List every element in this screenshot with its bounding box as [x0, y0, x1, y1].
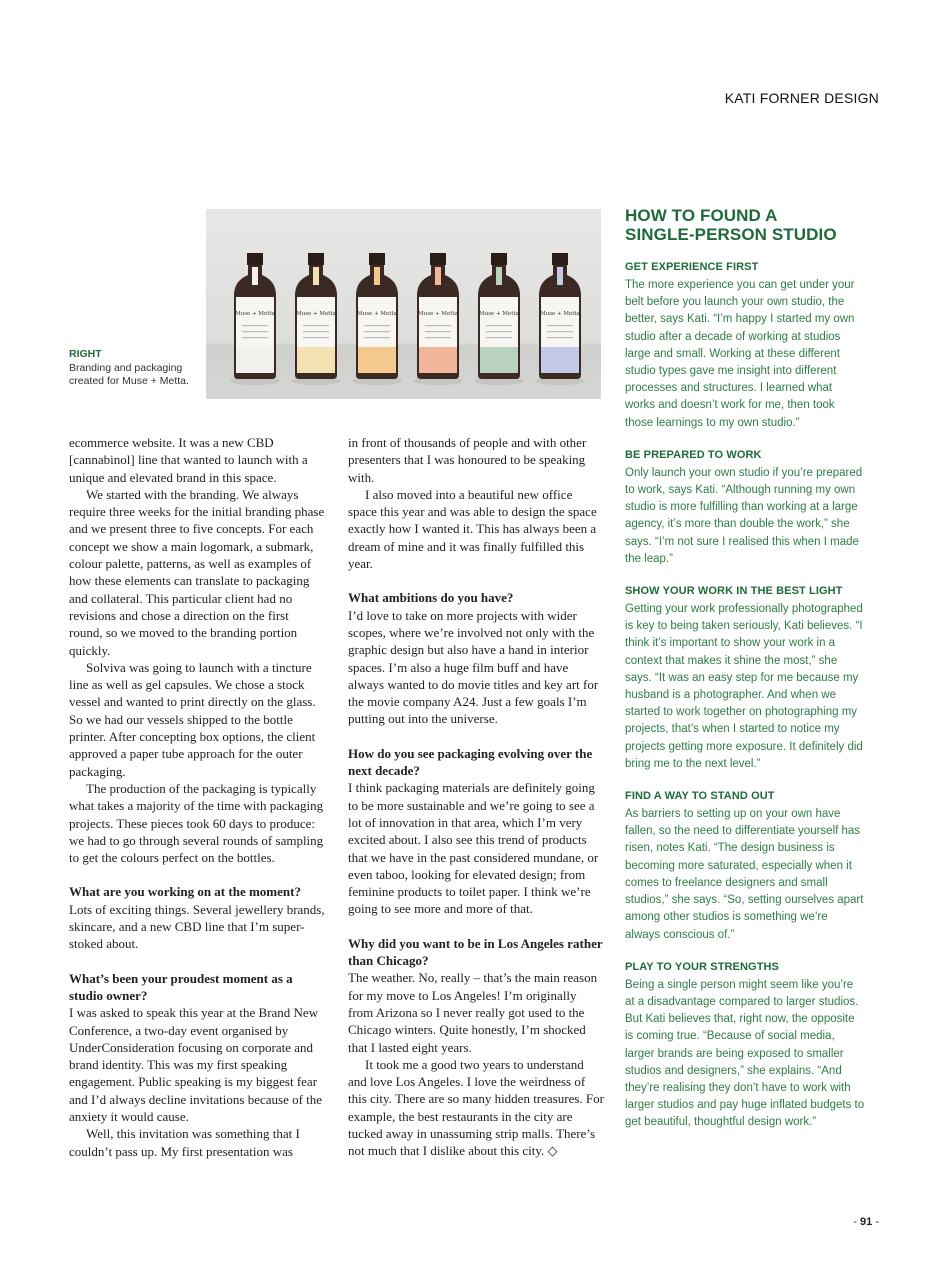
bottle: [474, 253, 524, 385]
bottle-label: Muse + Metta: [540, 311, 580, 317]
caption-title: RIGHT: [69, 348, 102, 360]
sidebar-title: [625, 207, 865, 244]
sidebar-heading: PLAY TO YOUR STRENGTHS: [625, 960, 779, 973]
bottle: [230, 253, 280, 385]
sidebar-body: The more experience you can get under your belt before you launch your own studio, the better, says Kati. “I’m happy I started my own studio after a decade of working at studios large and small. Working at these different studio types gave me insight into different processes and structures. I learned what works and doesn’t work for me, then took those learnings to my own studio.”: [625, 279, 855, 429]
interview-question: Why did you want to be in Los Angeles rather than Chicago?: [348, 935, 603, 969]
article-column-1: [69, 434, 325, 1160]
sidebar-heading: FIND A WAY TO STAND OUT: [625, 790, 775, 803]
paragraph: Solviva was going to launch with a tincture line as well as gel capsules. We chose a stock vessel and wanted to print directly on the glass. So we had our vessels shipped to the bottle printer. After concepting box options, the client approved a paper tube approach for the outer packaging.: [69, 659, 316, 779]
sidebar-body: Getting your work professionally photographed is key to being taken seriously, Kati believes. “I think it’s important to show your work in a context that makes it shine the most,” she says. “It was an easy step for me because my husband is a photographer. And when we started to work together on photographing my projects, that’s when I started to notice my projects getting more exposure. It definitely did bring me to the next level.”: [625, 603, 863, 770]
bottle: [291, 253, 341, 385]
interview-question: What’s been your proudest moment as a studio owner?: [69, 970, 293, 1003]
sidebar-body: Being a single person might seem like you’re at a disadvantage compared to larger studios. But Kati believes that, right now, the opposite is coming true. “Because of social media, larger brands are being exposed to smaller studios and designers,” she explains. “And they’re realising they don’t have to work with larger studios and pay huge inflated budgets to get beautiful, thoughtful design work.”: [625, 978, 865, 1129]
bottles-illustration: [206, 209, 601, 399]
bottle-label: Muse + Metta: [296, 311, 336, 317]
product-photo: [206, 209, 601, 399]
paragraph: I think packaging materials are definitely going to be more sustainable and we’re going to see a lot of innovation in that area, which I’m very excited about. I also see this trend of products that we have in the past considered mundane, or even taboo, looking for elevated design; from feminine products to toilet paper. I think we’re going to see more and more of that.: [348, 780, 599, 917]
photo-caption: [69, 348, 199, 388]
sidebar-heading: GET EXPERIENCE FIRST: [625, 261, 759, 273]
paragraph: ecommerce website. It was a new CBD [cannabinol] line that wanted to launch with a unique and elevated brand in this space.: [69, 435, 308, 485]
interview-question: What are you working on at the moment?: [69, 884, 301, 900]
paragraph: I was asked to speak this year at the Brand New Conference, a two-day event organised by UnderConsideration focusing on corporate and brand identity. This was my first speaking engagement. Public speaking is my biggest fear and I’d always decline invitations because of the anxiety it would cause.: [69, 1005, 323, 1124]
sidebar-title-line: SINGLE-PERSON STUDIO: [625, 224, 837, 244]
caption-text: Branding and packaging created for Muse + Metta.: [69, 362, 189, 387]
bottle-label: Muse + Metta: [235, 311, 275, 317]
bottle: [535, 253, 585, 385]
bottle: [413, 253, 463, 385]
magazine-section-header: KATI FORNER DESIGN: [724, 90, 879, 106]
interview-question: How do you see packaging evolving over the next decade?: [348, 745, 593, 779]
paragraph: We started with the branding. We always require three weeks for the initial branding phase and we present three to five concepts. For each concept we show a main logomark, a submark, colour palette, patterns, as well as examples of how these elements can translate to packaging and collateral. This particular client had no revisions and chose a direction on the first round, so we moved to the branding portion quickly.: [69, 486, 325, 658]
paragraph: in front of thousands of people and with other presenters that I was honoured to be speaking with.: [348, 435, 587, 485]
bottle-label: Muse + Metta: [479, 311, 519, 317]
paragraph: Well, this invitation was something that I couldn’t pass up. My first presentation was: [69, 1126, 300, 1159]
sidebar-body: As barriers to setting up on your own have fallen, so the need to differentiate yourself has risen, notes Kati. “The design business is becoming more saturated, especially when it comes to freelance designers and small studios,” she says. “So, setting ourselves apart among other studios is something we’re always conscious of.”: [625, 808, 864, 941]
sidebar-heading: BE PREPARED TO WORK: [625, 448, 762, 461]
paragraph: It took me a good two years to understand and love Los Angeles. I love the weirdness of this city. There are so many hidden treasures. For example, the best restaurants in the city are tucked away in unassuming strip malls. There’s not much that I dislike about this city. ◇: [348, 1056, 604, 1159]
article-column-2: [348, 434, 604, 1160]
bottle: [352, 253, 402, 385]
sidebar-tips: [625, 207, 865, 1132]
paragraph: I also moved into a beautiful new office space this year and was able to design the space exactly how I wanted it. This has always been a dream of mine and it was finally fulfilled this year.: [348, 486, 597, 572]
interview-question: What ambitions do you have?: [348, 590, 514, 606]
paragraph: I’d love to take on more projects with wider scopes, where we’re involved not only with the graphic design but also have a hand in interior spaces. I’m also a huge film buff and have always wanted to do movie titles and key art for the movie company A24. Just a few goals I’m putting out into the universe.: [348, 607, 599, 727]
page-number-value: 91: [860, 1216, 873, 1228]
paragraph: The weather. No, really – that’s the main reason for my move to Los Angeles! I’m originally from Arizona so I never really got used to the Chicago winters. Quite honestly, I’m shocked that I lasted eight years.: [348, 970, 598, 1055]
bottle-label: Muse + Metta: [418, 311, 458, 317]
sidebar-heading: SHOW YOUR WORK IN THE BEST LIGHT: [625, 585, 843, 598]
bottle-label: Muse + Metta: [357, 311, 397, 317]
sidebar-title-line: HOW TO FOUND A: [625, 206, 778, 225]
page-number-suffix: -: [872, 1216, 879, 1228]
sidebar-body: Only launch your own studio if you’re prepared to work, says Kati. “Although running my own studio is more fulfilling than working at a large agency, it’s more than double the work,” she says. “I’m not sure I realised this when I made the leap.”: [625, 466, 863, 565]
paragraph: The production of the packaging is typically what takes a majority of the time with packaging projects. These pieces took 60 days to produce: we had to go through several rounds of sampling to get the colours perfect on the bottles.: [69, 780, 324, 866]
paragraph: Lots of exciting things. Several jewellery brands, skincare, and a new CBD line that I’m super-stoked about.: [69, 901, 325, 952]
page-number: [853, 1216, 879, 1228]
page-number-prefix: -: [853, 1216, 861, 1228]
